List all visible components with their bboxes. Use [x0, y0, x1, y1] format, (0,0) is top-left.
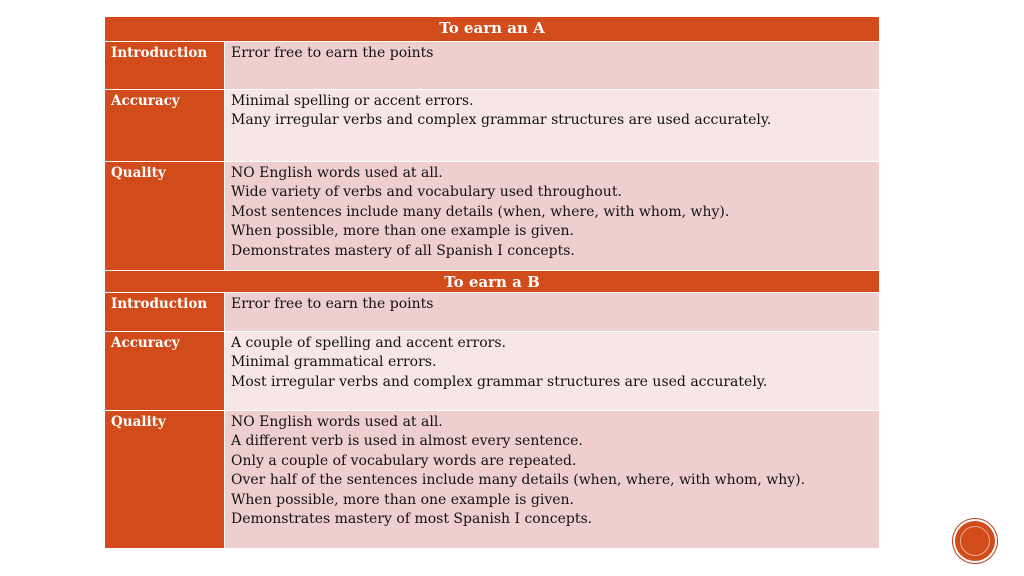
circle-logo-icon [955, 521, 995, 561]
description-line: Demonstrates mastery of most Spanish I concepts. [231, 511, 593, 528]
table-row [105, 332, 880, 411]
description-line: Only a couple of vocabulary words are repeated. [231, 452, 577, 469]
description-line: A couple of spelling and accent errors. [231, 335, 506, 351]
row-description [225, 42, 880, 90]
description-line: NO English words used at all. [231, 414, 443, 430]
section-header-a [105, 17, 880, 42]
row-description [225, 332, 880, 411]
description-line: Demonstrates mastery of all Spanish I concepts. [231, 242, 575, 259]
row-description [225, 411, 880, 549]
description-line: Many irregular verbs and complex grammar structures are used accurately. [231, 112, 772, 129]
row-label: Introduction [105, 42, 225, 90]
row-description [225, 162, 880, 271]
description-line: When possible, more than one example is given. [231, 223, 574, 240]
description-line: When possible, more than one example is given. [231, 491, 574, 508]
row-description [225, 90, 880, 162]
row-label: Introduction [105, 293, 225, 332]
rubric-table [104, 16, 880, 549]
row-label: Accuracy [105, 332, 225, 411]
description-line: A different verb is used in almost every sentence. [231, 433, 583, 450]
table-row [105, 162, 880, 271]
row-label: Quality [105, 411, 225, 549]
description-line: Most sentences include many details (when, where, with whom, why). [231, 203, 730, 220]
section-title: To earn an A [105, 17, 880, 42]
table-row [105, 42, 880, 90]
row-description [225, 293, 880, 332]
circle-logo-inner [960, 526, 990, 556]
table-row [105, 411, 880, 549]
section-title: To earn a B [105, 271, 880, 293]
description-line: Error free to earn the points [231, 296, 434, 312]
description-line: Most irregular verbs and complex grammar structures are used accurately. [231, 373, 768, 390]
description-line: Wide variety of verbs and vocabulary used throughout. [231, 184, 622, 201]
description-line: Minimal grammatical errors. [231, 354, 437, 371]
row-label: Quality [105, 162, 225, 271]
table-row [105, 293, 880, 332]
description-line: Error free to earn the points [231, 45, 434, 61]
description-line: NO English words used at all. [231, 165, 443, 181]
row-label: Accuracy [105, 90, 225, 162]
section-header-b [105, 271, 880, 293]
description-line: Minimal spelling or accent errors. [231, 93, 474, 109]
description-line: Over half of the sentences include many details (when, where, with whom, why). [231, 472, 806, 489]
table-row [105, 90, 880, 162]
